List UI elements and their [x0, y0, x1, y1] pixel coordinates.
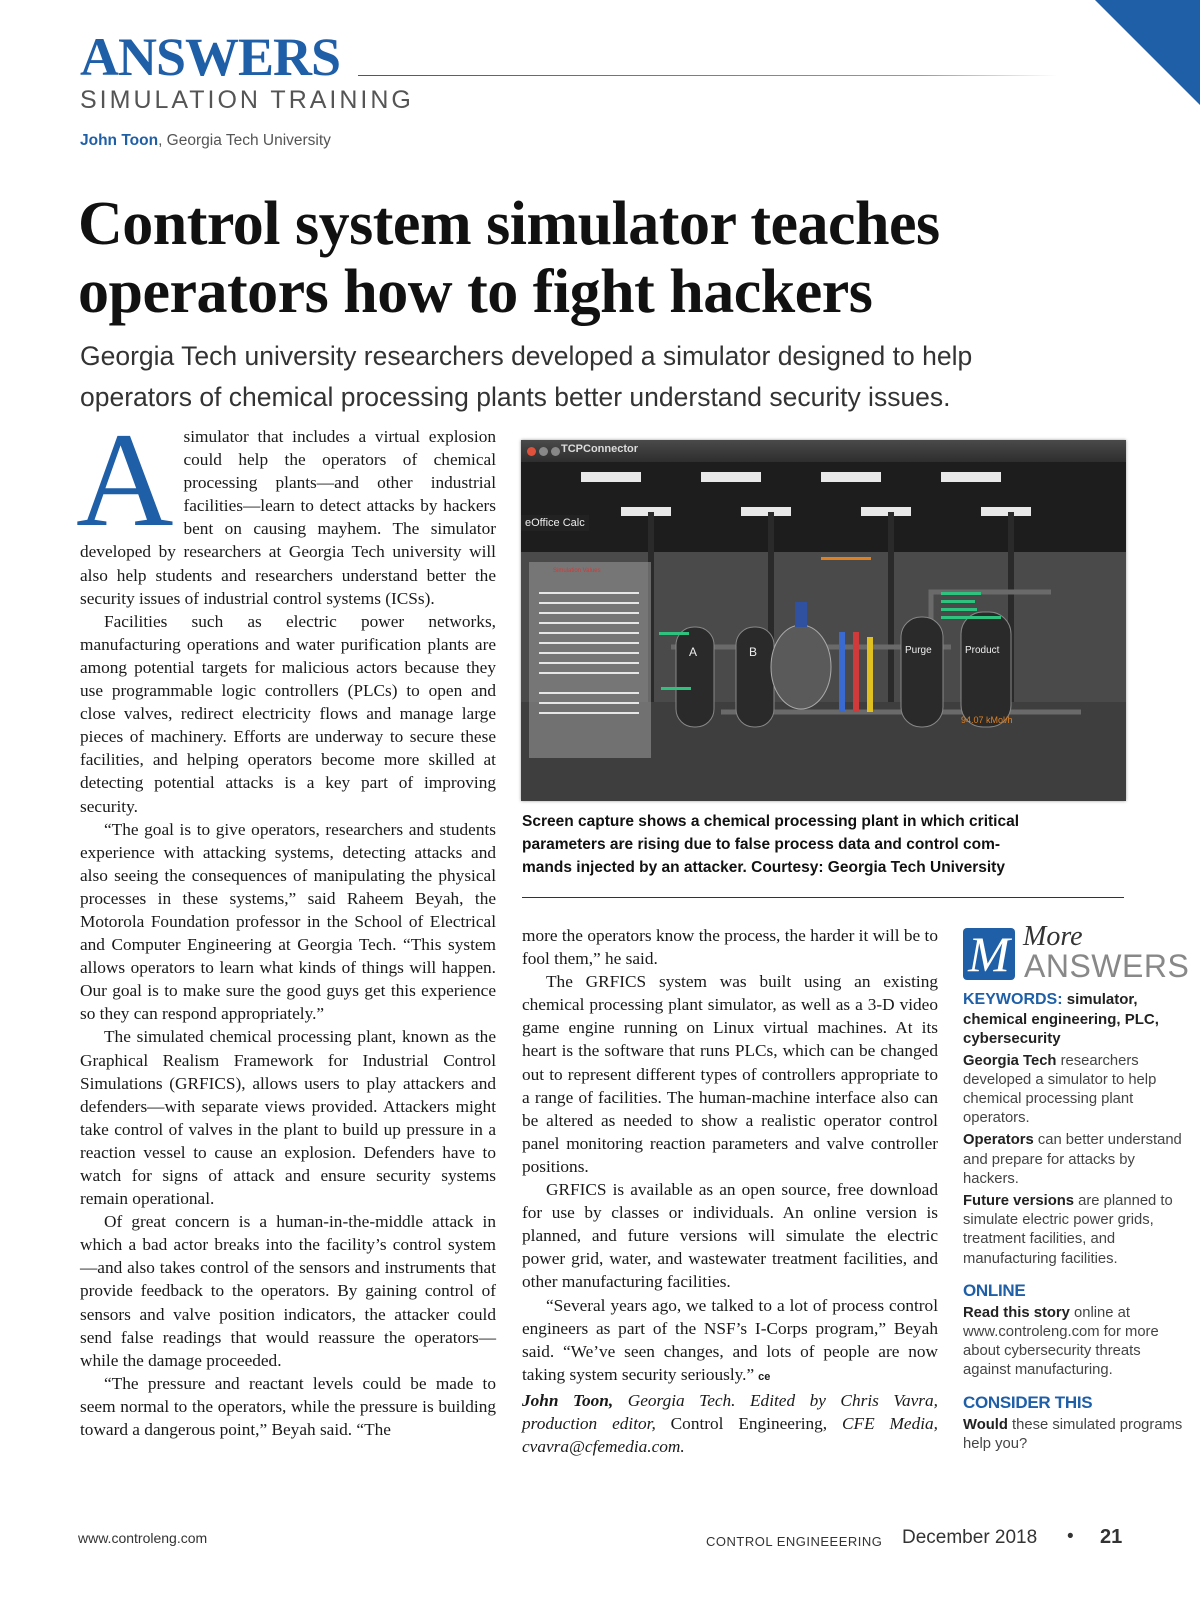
consider-rest: these simulated programs help you? — [963, 1416, 1183, 1452]
point-2-text: can better understand and prepare for attacks by hackers. — [963, 1132, 1182, 1187]
section-subtitle: SIMULATION TRAINING — [80, 86, 414, 114]
headline-line-1: Control system simulator teaches — [78, 190, 940, 258]
window-title: TCPConnector — [561, 443, 638, 455]
credit-end: CFE Media, cvavra@cfemedia.com. — [522, 1413, 938, 1457]
point-3-bold: Future versions — [963, 1192, 1075, 1209]
sidebar-point-1 — [963, 1052, 1183, 1129]
paragraph-1-text: simulator that includes a virtual explosion could help the operators of chemical processing plants—and other industrial facilities—learn to detect attacks by hackers bent on causing mayhem. The simulator developed by researchers at Georgia Tech university will also help students and researchers understand better the security issues of industrial control systems (ICSs). — [80, 427, 496, 608]
paragraph-5: Of great concern is a human-in-the-middle attack in which a bad actor breaks into the facility’s control system—and also takes control of the sensors and instruments that provide feedback to the operators. By gaining control of sensors and valve position indicators, the attacker could send false readings that would reassure the operators—while the damage proceeded. — [80, 1212, 496, 1370]
end-mark: ce — [758, 1370, 771, 1383]
plant-scene — [521, 462, 1126, 801]
footer-date: December 2018 — [902, 1527, 1038, 1548]
online-bold: Read this story — [963, 1304, 1070, 1321]
deck-line-1: Georgia Tech university researchers developed a simulator designed to help — [80, 341, 973, 371]
drop-cap: A — [76, 406, 174, 555]
credit-mid: Georgia Tech. Edited by Chris Vavra, production editor, — [522, 1390, 938, 1433]
section-title: ANSWERS — [80, 27, 341, 87]
online-text — [963, 1304, 1183, 1381]
online-heading: ONLINE — [963, 1280, 1026, 1300]
byline — [80, 132, 331, 150]
tank-label-a: A — [689, 645, 698, 659]
page-number: 21 — [1100, 1526, 1123, 1548]
paragraph-10-text: “Several years ago, we talked to a lot of process control engineers as part of the NSF’s I-Corps program,” Beyah said. “We’ve seen changes, and lots of people are now taking system security seriously.” — [522, 1295, 938, 1384]
paragraph-9: GRFICS is available as an open source, free download for use by classes or individuals. An online version is planned, and future versions will simulate the electric power grid, water, and wastewater treatment facilities, and other manufacturing facilities. — [522, 1180, 938, 1292]
deck-line-2: operators of chemical processing plants better understand security issues. — [80, 382, 951, 412]
paragraph-10 — [522, 1294, 938, 1389]
tank-label-b: B — [749, 645, 758, 659]
logo-more: More — [1023, 921, 1083, 952]
credit-name: John Toon, — [522, 1390, 614, 1410]
tank-label-product: Product — [965, 645, 1000, 656]
caption-line-1: Screen capture shows a chemical processing plant in which critical — [522, 813, 1020, 830]
body-column-1 — [76, 406, 496, 1441]
headline — [78, 190, 1158, 326]
paragraph-6: “The pressure and reactant levels could be made to seem normal to the operators, while the pressure is building toward a dangerous point,” Beyah said. “The — [80, 1373, 496, 1440]
logo-answers: ANSWERS — [1024, 948, 1190, 984]
footer-magazine: CONTROL ENGINEEERING — [706, 1534, 883, 1549]
keywords-label: KEYWORDS: — [963, 991, 1063, 1008]
minimize-dot-icon — [539, 447, 548, 456]
point-1-bold: Georgia Tech — [963, 1052, 1057, 1069]
figure-caption — [522, 810, 1122, 879]
more-answers-sidebar — [963, 921, 1190, 1454]
paragraph-1 — [76, 406, 496, 610]
online-rest: online at www.controleng.com for more about cybersecurity threats against manufacturing. — [963, 1304, 1159, 1379]
body-column-2 — [522, 924, 938, 1458]
footer-website[interactable]: www.controleng.com — [78, 1530, 208, 1546]
close-dot-icon — [527, 447, 536, 456]
sidebar-point-3 — [963, 1192, 1183, 1269]
point-2-bold: Operators — [963, 1132, 1034, 1149]
headline-line-2: operators how to fight hackers — [78, 258, 873, 326]
sidebar-point-2 — [963, 1131, 1183, 1189]
author-credit — [522, 1389, 938, 1458]
corner-tab — [1095, 0, 1200, 105]
section-header — [80, 27, 414, 115]
consider-heading: CONSIDER THIS — [963, 1392, 1093, 1412]
more-answers-logo — [963, 921, 1190, 984]
caption-rule — [522, 897, 1124, 898]
paragraph-8: The GRFICS system was built using an existing chemical processing plant simulator, as well as a 3-D video game engine running on Linux virtual machines. At its heart is the software that runs PLCs, which can be changed out to represent different types of controllers appropriate to a range of facilities. The human-machine interface also can be altered as needed to show a realistic operator control panel monitoring reaction parameters and valve controller positions. — [522, 972, 938, 1176]
m-logo-icon: M — [963, 928, 1015, 980]
author-affiliation: , Georgia Tech University — [158, 132, 331, 149]
keywords — [963, 990, 1183, 1049]
simulator-screenshot — [521, 440, 1126, 801]
paragraph-2: Facilities such as electric power networks, manufacturing operations and water purification plants are among potential targets for malicious actors because they use programmable logic controllers (PLCs) to open and close valves, redirect electricity flows and manage large pieces of machinery. Efforts are underway to secure these facilities, and helping operators become more skilled at detecting potential attacks is a key part of improving security. — [80, 611, 496, 816]
office-calc-label: eOffice Calc — [521, 515, 589, 531]
caption-line-2: parameters are rising due to false process data and control com- — [522, 836, 1001, 853]
keywords-list: simulator, chemical engineering, PLC, cybersecurity — [963, 991, 1159, 1047]
paragraph-3: “The goal is to give operators, researchers and students experience with attacking systems, detecting attacks and also seeing the consequences of manipulating the physical processes in these systems,” said Raheem Beyah, the Motorola Foundation professor in the School of Electrical and Computer Engineering at Georgia Tech. “This system allows operators to learn what kinds of things will happen. Our goal is to make sure the good guys get this experience so they can respond appropriately.” — [80, 819, 496, 1024]
paragraph-4: The simulated chemical processing plant, known as the Graphical Realism Framework for Industrial Control Simulations (GRFICS), allows users to play attackers and defenders—with separate views provided. Attackers might take control of valves in the plant to build up pressure in a reaction vessel to cause an explosion. Defenders have to watch for signs of attack and ensure security systems remain operational. — [80, 1027, 496, 1209]
window-titlebar — [521, 440, 1126, 462]
author-name: John Toon — [80, 132, 159, 149]
footer-bullet: • — [1067, 1526, 1074, 1547]
point-3-text: are planned to simulate electric power grids, treatment facilities, and manufacturing facilities. — [963, 1192, 1173, 1267]
product-flow-label: 94.07 kMol/h — [961, 715, 1013, 725]
credit-pub: Control Engineering, — [670, 1413, 828, 1433]
caption-line-3: mands injected by an attacker. Courtesy: Georgia Tech University — [522, 859, 1005, 876]
deck — [80, 336, 1140, 418]
paragraph-7: more the operators know the process, the harder it will be to fool them,” he said. — [522, 926, 938, 969]
consider-bold: Would — [963, 1416, 1008, 1433]
point-1-text: researchers developed a simulator to help chemical processing plant operators. — [963, 1052, 1157, 1127]
header-rule — [358, 75, 1058, 76]
tank-label-purge: Purge — [905, 645, 932, 656]
consider-text — [963, 1416, 1183, 1454]
panel-title: Simulation Values — [553, 568, 601, 574]
maximize-dot-icon — [551, 447, 560, 456]
